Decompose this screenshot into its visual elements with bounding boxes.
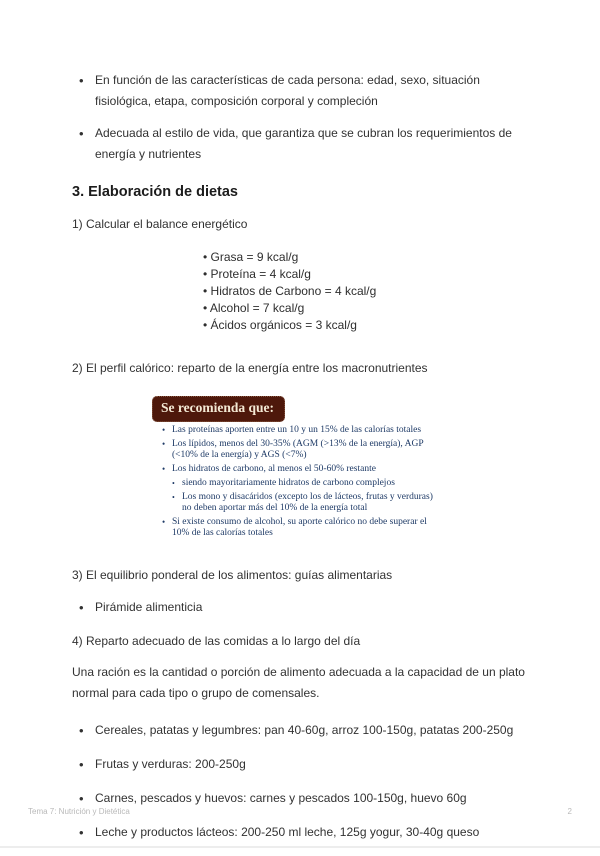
list-item: • Frutas y verduras: 200-250g — [72, 754, 528, 775]
list-item: • Adecuada al estilo de vida, que garantiza que se cubran los requerimientos de energía y nutrientes — [72, 123, 528, 165]
ration-paragraph: Una ración es la cantidad o porción de alimento adecuada a la capacidad de un plato normal para cada tipo o grupo de comensales. — [72, 665, 525, 700]
page-content — [72, 70, 528, 856]
energy-item: • Proteína = 4 kcal/g — [203, 266, 528, 283]
energy-item: • Grasa = 9 kcal/g — [203, 249, 528, 266]
energy-values-list — [203, 249, 528, 334]
energy-item: • Ácidos orgánicos = 3 kcal/g — [203, 317, 528, 334]
step3-bullet-list — [72, 597, 528, 618]
recommendation-bullet: • Los lípidos, menos del 30-35% (AGM (>13% de la energía), AGP (<10% de la energía) y AGS (<7%) — [162, 439, 440, 461]
recommendation-bullet: • Si existe consumo de alcohol, su aporte calórico no debe superar el 10% de las calorías totales — [162, 517, 440, 539]
serving-bullet-list — [72, 720, 528, 843]
recommendation-sub-bullet: • siendo mayoritariamente hidratos de carbono complejos — [172, 478, 444, 489]
step4-label: 4) Reparto adecuado de las comidas a lo largo del día — [72, 634, 361, 648]
intro-bullet-list — [72, 70, 528, 165]
energy-item: • Alcohol = 7 kcal/g — [203, 300, 528, 317]
recommendation-slide-box — [152, 396, 444, 539]
recommendation-sub-bullet: • Los mono y disacáridos (excepto los de lácteos, frutas y verduras) no deben aportar más del 10% de la energía total — [172, 492, 444, 514]
recommendation-bullet: • Los hidratos de carbono, al menos el 50-60% restante — [162, 464, 440, 475]
energy-item: • Hidratos de Carbono = 4 kcal/g — [203, 283, 528, 300]
list-item: • Cereales, patatas y legumbres: pan 40-60g, arroz 100-150g, patatas 200-250g — [72, 720, 528, 741]
list-item: • Pirámide alimenticia — [72, 597, 528, 618]
step2-label: 2) El perfil calórico: reparto de la energía entre los macronutrientes — [72, 361, 428, 375]
recommendation-bullet: • Las proteínas aporten entre un 10 y un 15% de las calorías totales — [162, 425, 440, 436]
section-heading: 3. Elaboración de dietas — [72, 184, 238, 200]
footer-document-title: Tema 7: Nutrición y Dietética — [28, 807, 130, 816]
recommendation-box-title: Se recomienda que: — [152, 396, 285, 422]
list-item: • Leche y productos lácteos: 200-250 ml leche, 125g yogur, 30-40g queso — [72, 822, 528, 843]
step1-label: 1) Calcular el balance energético — [72, 217, 248, 231]
list-item: • En función de las características de cada persona: edad, sexo, situación fisiológica, etapa, composición corporal y compleción — [72, 70, 528, 112]
page-number: 2 — [567, 807, 572, 816]
page-footer — [28, 807, 572, 817]
list-item: • Carnes, pescados y huevos: carnes y pescados 100-150g, huevo 60g — [72, 788, 528, 809]
recommendation-bullet-list — [152, 425, 444, 539]
step3-label: 3) El equilibrio ponderal de los alimentos: guías alimentarias — [72, 568, 393, 582]
